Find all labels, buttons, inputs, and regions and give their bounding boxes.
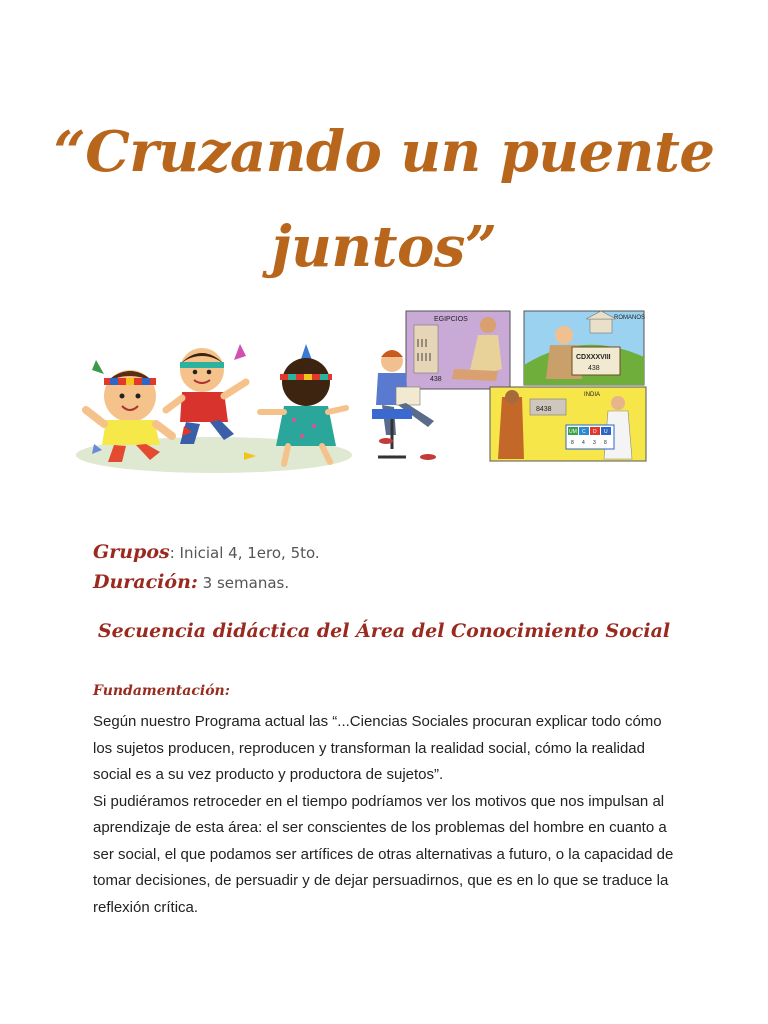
romanos-number: 438 xyxy=(588,365,600,372)
grupos-line xyxy=(93,541,320,563)
india-number: 8438 xyxy=(536,406,552,413)
body-text xyxy=(93,709,683,921)
place-digit-4: 8 xyxy=(604,440,607,446)
egipcios-number: 438 xyxy=(430,376,442,383)
place-digit-2: 4 xyxy=(582,440,585,446)
romanos-panel xyxy=(524,311,645,385)
duracion-value: 3 semanas. xyxy=(197,574,290,592)
duracion-label: Duración: xyxy=(93,571,198,593)
place-header-d: D xyxy=(593,429,597,435)
egipcios-panel xyxy=(406,311,510,389)
document-title xyxy=(0,105,768,295)
grupos-label: Grupos xyxy=(93,541,170,563)
romanos-label: ROMANOS xyxy=(614,315,646,321)
children-dancing-illustration xyxy=(74,340,354,475)
place-header-u: U xyxy=(604,429,608,435)
body-paragraph-1: Según nuestro Programa actual las “...Ciencias Sociales procuran explicar todo cómo los sujetos producen, reproducen y transforman la realidad social, cómo la realidad social es a su vez producto y productora de sujetos”. xyxy=(93,713,662,783)
egipcios-label: EGIPCIOS xyxy=(434,316,468,323)
place-digit-1: 8 xyxy=(571,440,574,446)
duracion-line xyxy=(93,571,289,593)
title-line-1: “Cruzando un puente xyxy=(53,119,715,185)
india-panel xyxy=(490,387,646,461)
child-2 xyxy=(166,344,246,444)
roman-numeral: CDXXXVIII xyxy=(576,354,611,361)
place-digit-3: 3 xyxy=(593,440,596,446)
section-title: Fundamentación: xyxy=(93,683,230,699)
sequence-subtitle: Secuencia didáctica del Área del Conocimiento Social xyxy=(97,620,671,642)
grupos-value: : Inicial 4, 1ero, 5to. xyxy=(169,544,320,562)
body-paragraph-2: Si pudiéramos retroceder en el tiempo podríamos ver los motivos que nos impulsan al aprendizaje de esta área: el ser conscientes de los problemas del hombre en cuanto a ser social, el que podamos ser artífices de otras alternativas a futuro, o la capacidad de tomar decisiones, de persuadir y de dejar persuadirnos, que es en lo que se traduce la reflexión crítica. xyxy=(93,792,674,916)
title-line-2: juntos” xyxy=(271,214,497,280)
india-label: INDIA xyxy=(584,392,601,398)
place-header-c: C xyxy=(582,429,586,435)
number-systems-illustration xyxy=(372,309,648,463)
place-header-um: UM xyxy=(569,429,577,435)
